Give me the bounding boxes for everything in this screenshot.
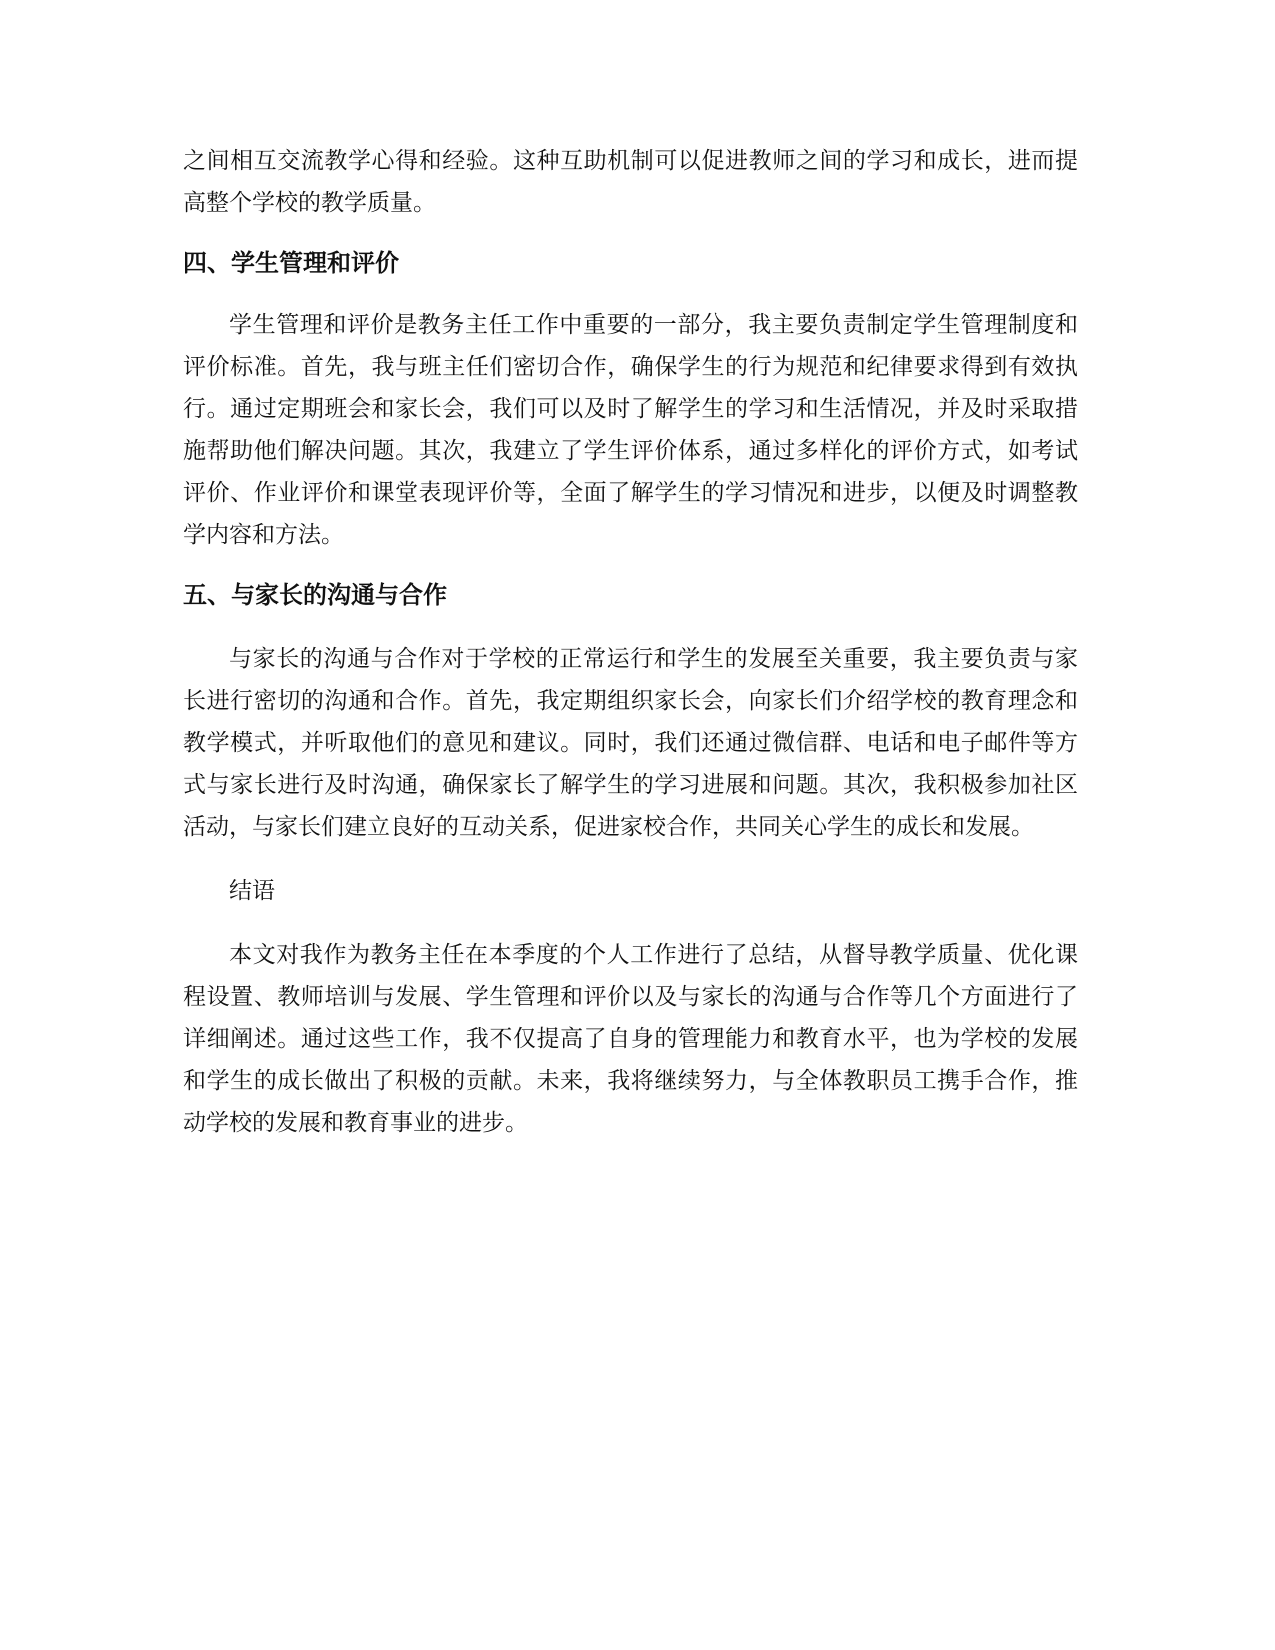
section-five-heading: 五、与家长的沟通与合作 xyxy=(183,581,447,609)
section-four-paragraph: 学生管理和评价是教务主任工作中重要的一部分，我主要负责制定学生管理制度和评价标准。首先，我与班主任们密切合作，确保学生的行为规范和纪律要求得到有效执行。通过定期班会和家长会，我们可以及时了解学生的学习和生活情况，并及时采取措施帮助他们解决问题。其次，我建立了学生评价体系，通过多样化的评价方式，如考试评价、作业评价和课堂表现评价等，全面了解学生的学习情况和进步，以便及时调整教学内容和方法。 xyxy=(183,312,1078,548)
closing-label: 结语 xyxy=(229,878,275,904)
document-page xyxy=(183,140,1078,1144)
section-four-heading: 四、学生管理和评价 xyxy=(183,249,399,277)
intro-paragraph: 之间相互交流教学心得和经验。这种互助机制可以促进教师之间的学习和成长，进而提高整个学校的教学质量。 xyxy=(183,148,1078,216)
closing-paragraph: 本文对我作为教务主任在本季度的个人工作进行了总结，从督导教学质量、优化课程设置、教师培训与发展、学生管理和评价以及与家长的沟通与合作等几个方面进行了详细阐述。通过这些工作，我不仅提高了自身的管理能力和教育水平，也为学校的发展和学生的成长做出了积极的贡献。未来，我将继续努力，与全体教职员工携手合作，推动学校的发展和教育事业的进步。 xyxy=(183,942,1078,1136)
section-five-paragraph: 与家长的沟通与合作对于学校的正常运行和学生的发展至关重要，我主要负责与家长进行密切的沟通和合作。首先，我定期组织家长会，向家长们介绍学校的教育理念和教学模式，并听取他们的意见和建议。同时，我们还通过微信群、电话和电子邮件等方式与家长进行及时沟通，确保家长了解学生的学习进展和问题。其次，我积极参加社区活动，与家长们建立良好的互动关系，促进家校合作，共同关心学生的成长和发展。 xyxy=(183,646,1078,840)
